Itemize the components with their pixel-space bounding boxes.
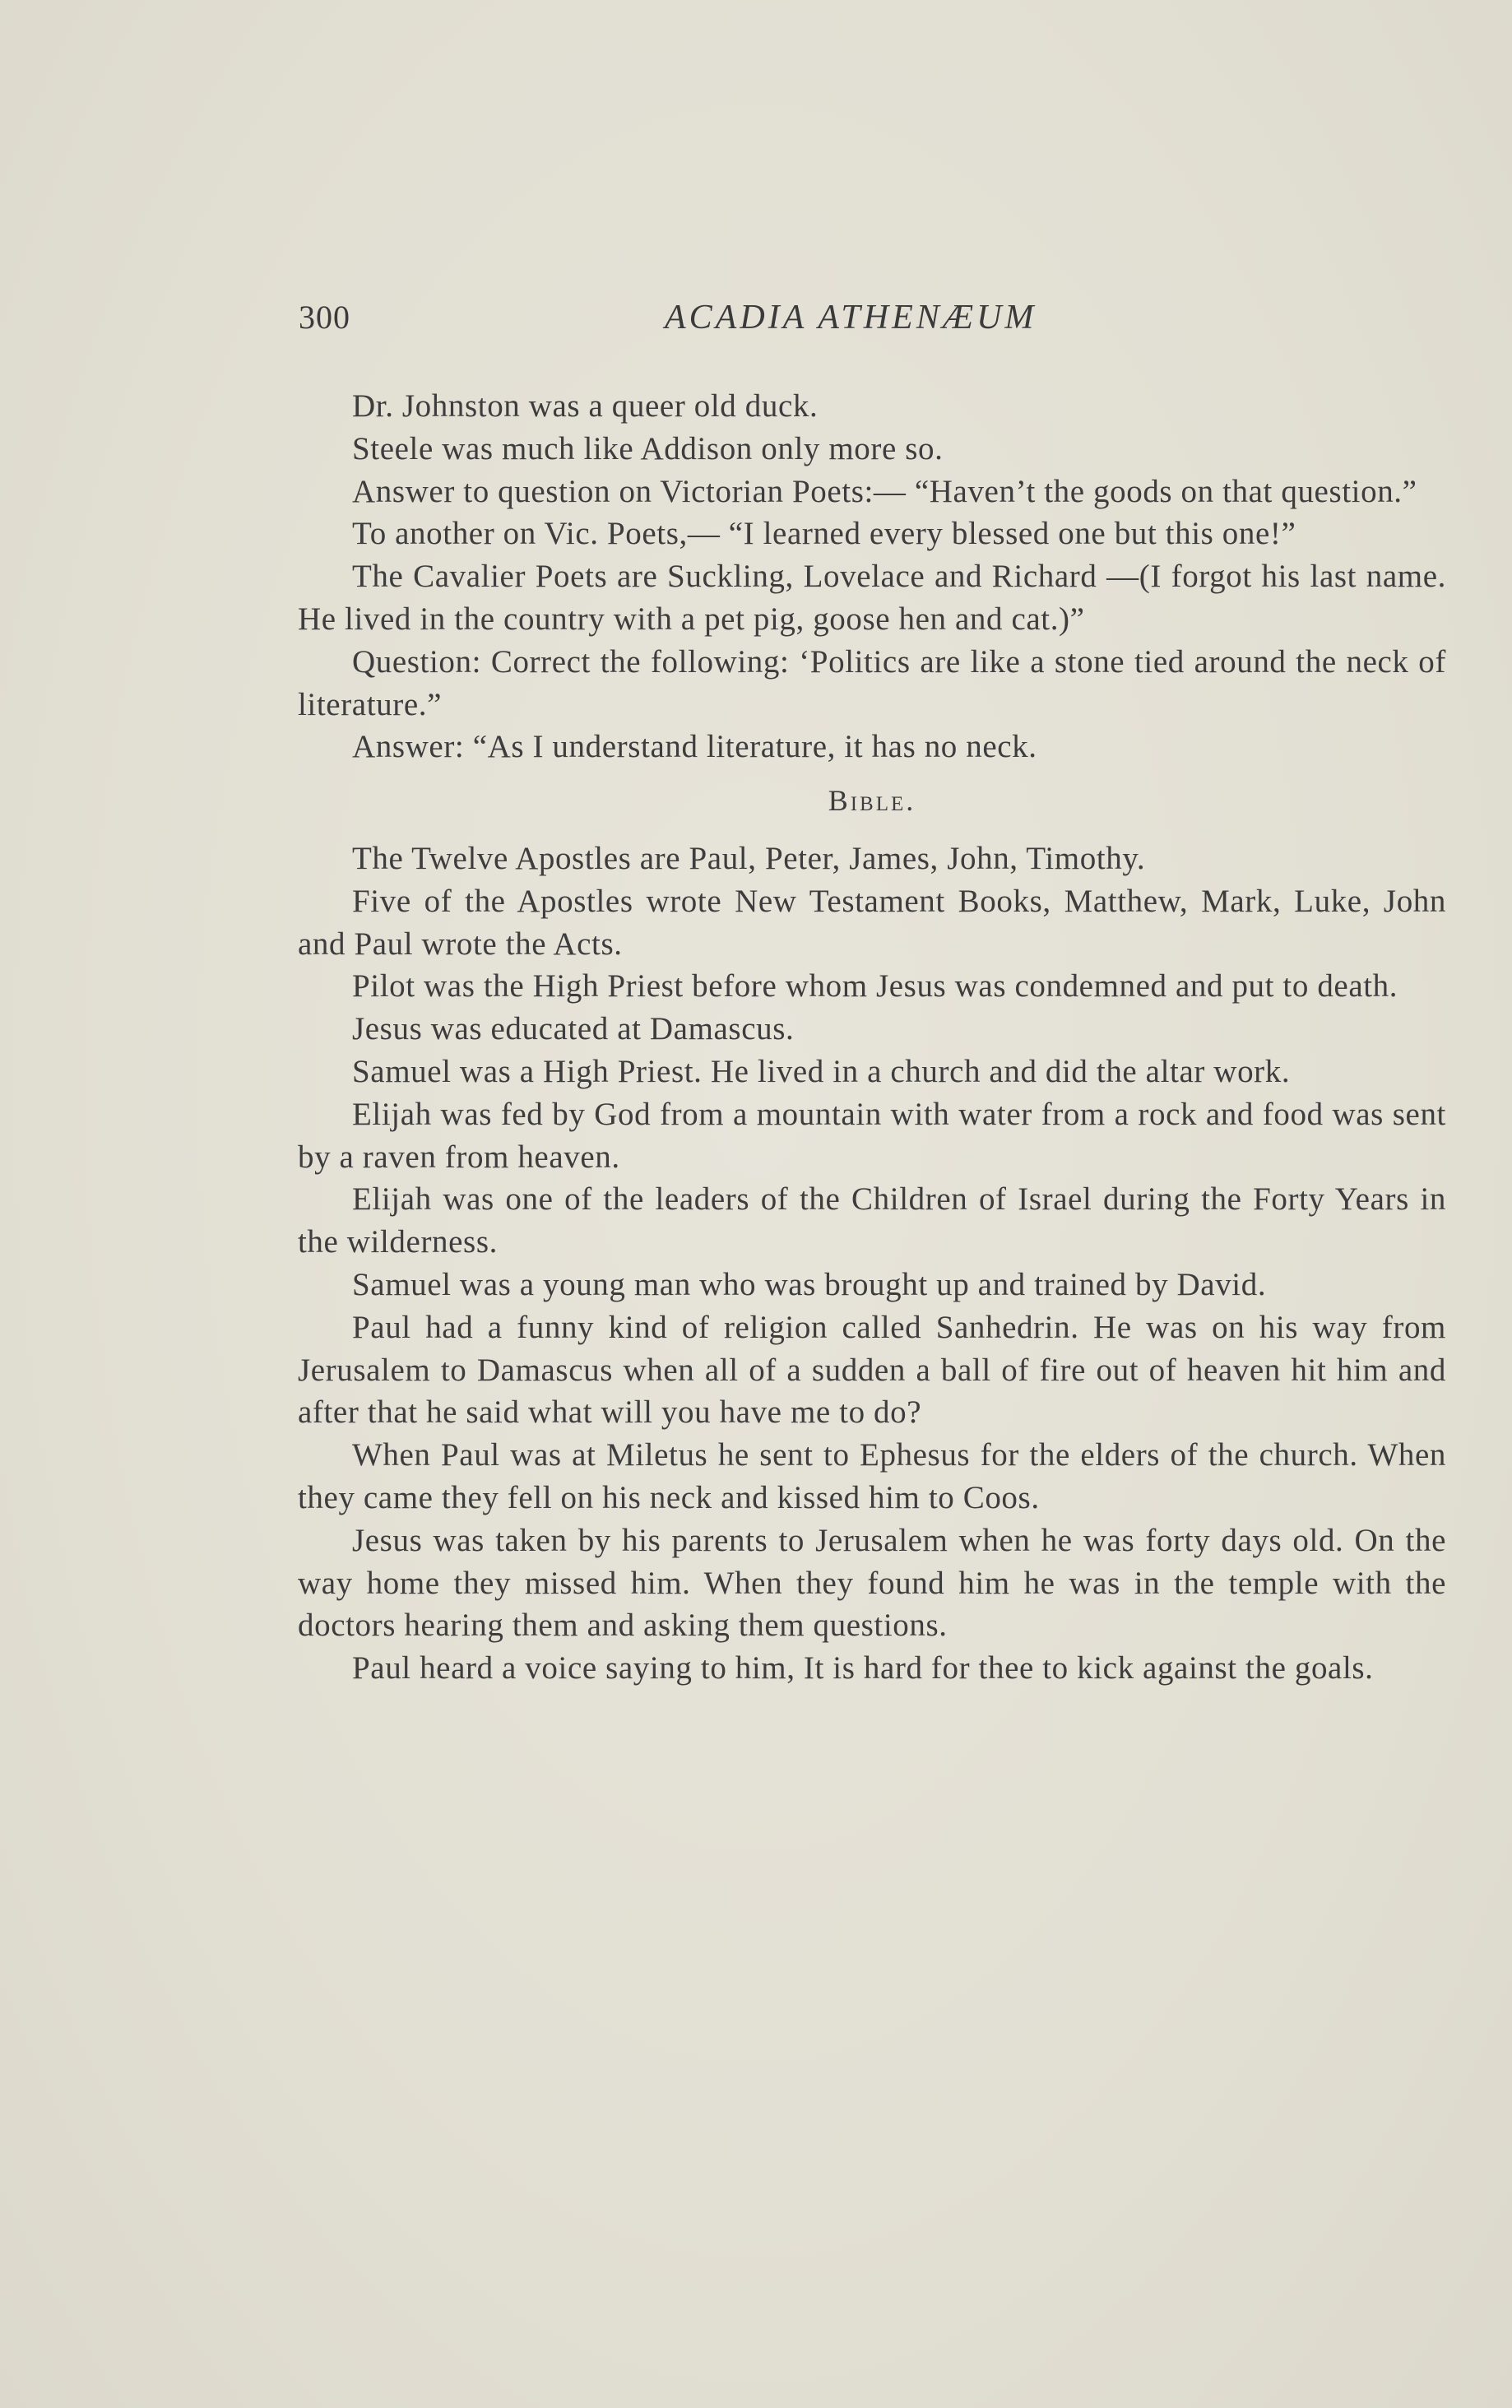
paragraph: Paul had a funny kind of religion called Sanhedrin. He was on his way from Jerusalem to Damascus when all of a sudden a ball of fire out of heaven hit him and after that he said what will you have me to do? — [298, 1309, 1446, 1431]
paragraph: Elijah was one of the leaders of the Children of Israel during the Forty Years in the wilderness. — [298, 1181, 1446, 1260]
paragraph: Jesus was educated at Damascus. — [352, 1011, 795, 1047]
paragraph: Steele was much like Addison only more so. — [352, 430, 944, 466]
paragraph: Answer to question on Victorian Poets:— “Haven’t the goods on that question.” — [352, 473, 1417, 509]
paragraph: Samuel was a young man who was brought up and trained by David. — [352, 1266, 1267, 1302]
paragraph: The Twelve Apostles are Paul, Peter, James, John, Timothy. — [352, 840, 1146, 876]
paragraph: Question: Correct the following: ‘Politics are like a stone tied around the neck of literature.” — [298, 643, 1446, 722]
section-heading-bible: Bible. — [828, 784, 916, 818]
paragraph: Samuel was a High Priest. He lived in a church and did the altar work. — [352, 1053, 1291, 1089]
paragraph: Pilot was the High Priest before whom Jesus was condemned and put to death. — [352, 968, 1398, 1004]
page-number: 300 — [299, 299, 350, 336]
paragraph: To another on Vic. Poets,— “I learned every blessed one but this one!” — [352, 516, 1296, 552]
paragraph: Elijah was fed by God from a mountain with water from a rock and food was sent by a raven from heaven. — [298, 1096, 1446, 1175]
running-title: ACADIA ATHENÆUM — [665, 299, 1037, 336]
body-text — [298, 385, 1446, 1690]
paragraph: Paul heard a voice saying to him, It is hard for thee to kick against the goals. — [352, 1650, 1374, 1687]
paragraph: Dr. Johnston was a queer old duck. — [352, 388, 819, 424]
page-header — [299, 298, 1446, 347]
paragraph: The Cavalier Poets are Suckling, Lovelace and Richard —(I forgot his last name. He lived in the country with a pet pig, goose hen and cat.)” — [298, 559, 1446, 637]
paragraph: Five of the Apostles wrote New Testament Books, Matthew, Mark, Luke, John and Paul wrote the Acts. — [298, 883, 1446, 962]
paragraph: Jesus was taken by his parents to Jerusalem when he was forty days old. On the way home they missed him. When they found him he was in the temple with the doctors hearing them and asking them questions. — [298, 1522, 1446, 1644]
paragraph: Answer: “As I understand literature, it has no neck. — [352, 729, 1037, 765]
paragraph: When Paul was at Miletus he sent to Ephesus for the elders of the church. When they came they fell on his neck and kissed him to Coos. — [298, 1437, 1446, 1515]
